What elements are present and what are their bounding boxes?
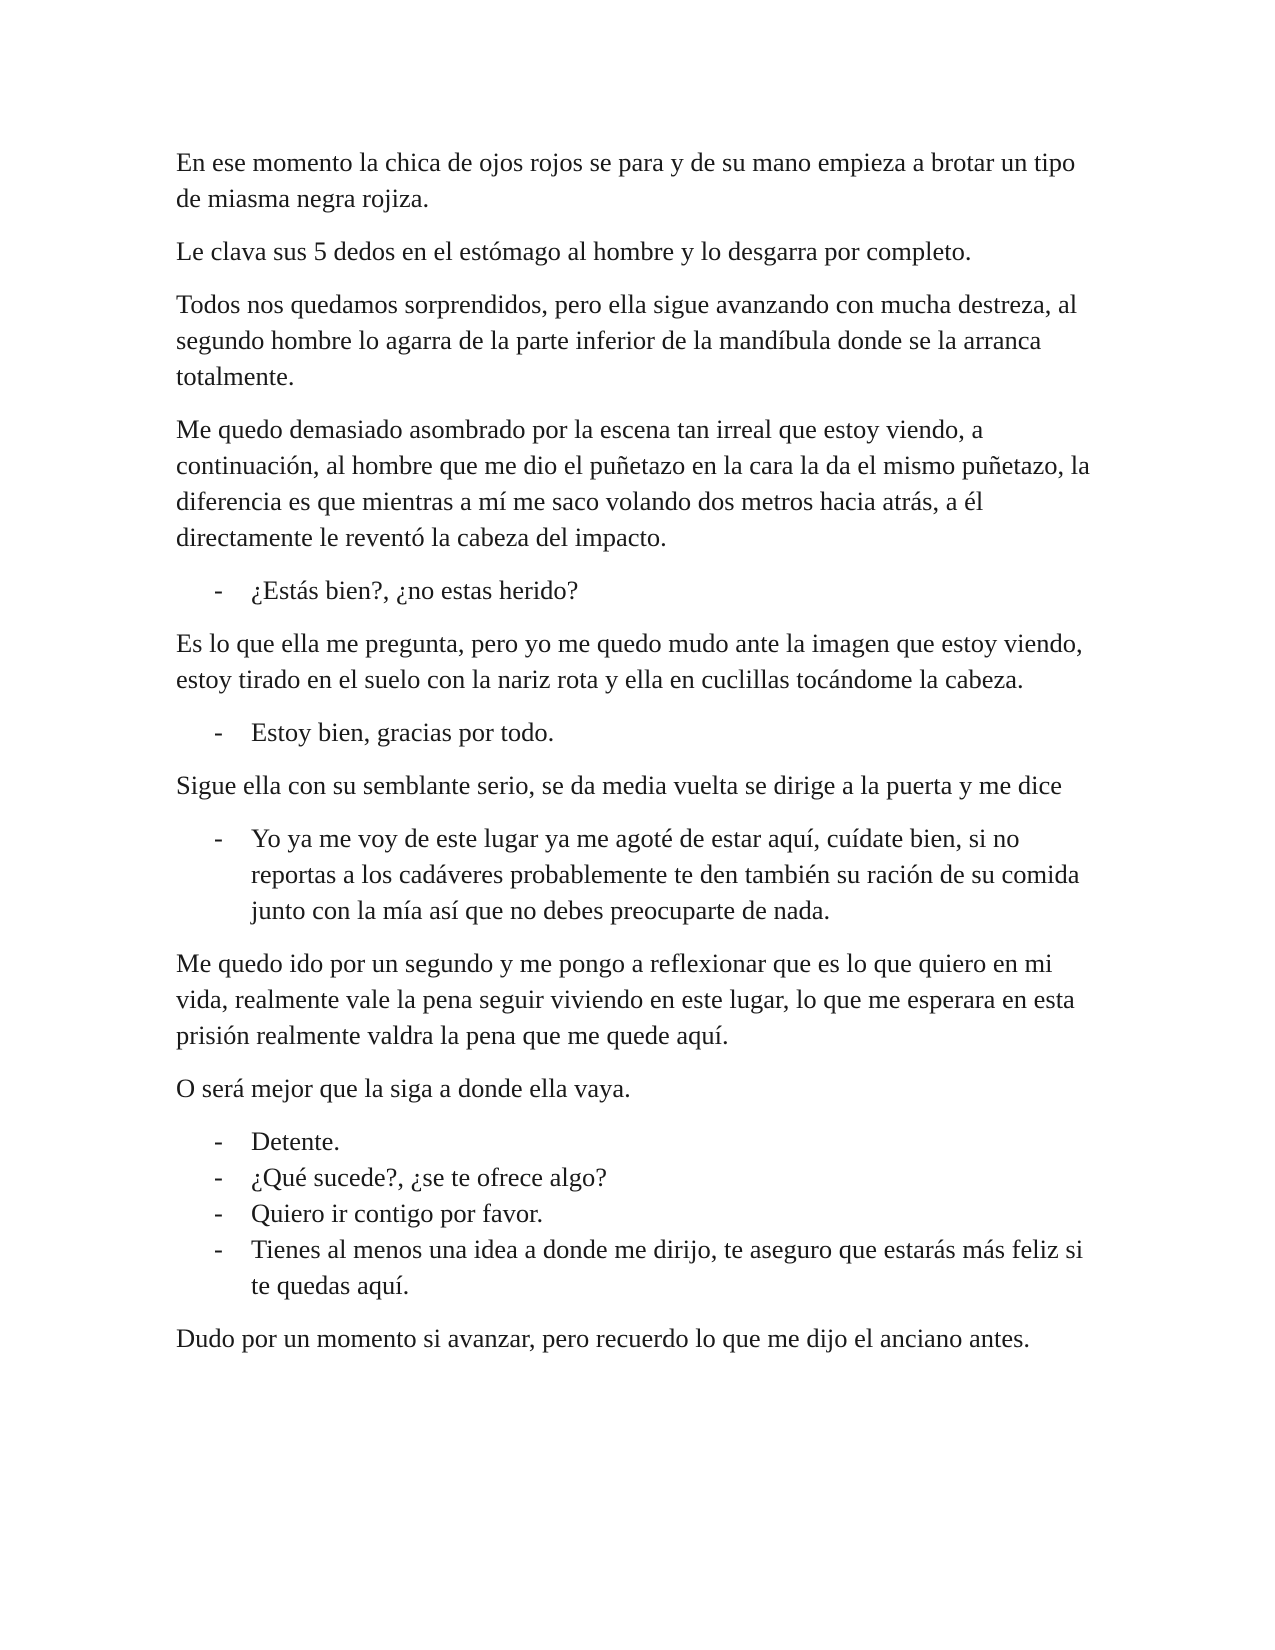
dialogue-list	[176, 572, 1096, 608]
paragraph: Le clava sus 5 dedos en el estómago al hombre y lo desgarra por completo.	[176, 236, 972, 266]
dialogue-line	[176, 714, 1096, 750]
dialogue-list	[176, 1123, 1096, 1303]
paragraph: Sigue ella con su semblante serio, se da media vuelta se dirige a la puerta y me dice	[176, 770, 1062, 800]
dialogue-text: Detente.	[251, 1126, 341, 1156]
dash-marker: -	[214, 575, 223, 605]
dialogue-text: ¿Qué sucede?, ¿se te ofrece algo?	[251, 1162, 608, 1192]
dash-marker: -	[214, 717, 223, 747]
paragraph: Todos nos quedamos sorprendidos, pero ella sigue avanzando con mucha destreza, al segundo hombre lo agarra de la parte inferior de la mandíbula donde se la arranca totalmente.	[176, 289, 1078, 391]
dialogue-line	[176, 572, 1096, 608]
paragraph: Dudo por un momento si avanzar, pero recuerdo lo que me dijo el anciano antes.	[176, 1323, 1031, 1353]
document-body	[176, 144, 1096, 1373]
dialogue-line	[176, 1159, 1096, 1195]
dialogue-list	[176, 820, 1096, 928]
paragraph: Me quedo ido por un segundo y me pongo a reflexionar que es lo que quiero en mi vida, realmente vale la pena seguir viviendo en este lugar, lo que me esperara en esta prisión realmente valdra la pena que me quede aquí.	[176, 948, 1075, 1050]
dash-marker: -	[214, 1198, 223, 1228]
dialogue-text: Estoy bien, gracias por todo.	[251, 717, 555, 747]
dialogue-text: Yo ya me voy de este lugar ya me agoté de estar aquí, cuídate bien, si no reportas a los cadáveres probablemente te den también su ración de su comida junto con la mía así que no debes preocuparte de nada.	[251, 823, 1080, 925]
dash-marker: -	[214, 1126, 223, 1156]
dialogue-line	[176, 1123, 1096, 1159]
dash-marker: -	[214, 823, 223, 853]
dialogue-text: ¿Estás bien?, ¿no estas herido?	[251, 575, 579, 605]
dash-marker: -	[214, 1162, 223, 1192]
dialogue-line	[176, 1195, 1096, 1231]
paragraph: Es lo que ella me pregunta, pero yo me quedo mudo ante la imagen que estoy viendo, estoy tirado en el suelo con la nariz rota y ella en cuclillas tocándome la cabeza.	[176, 628, 1083, 694]
paragraph: En ese momento la chica de ojos rojos se para y de su mano empieza a brotar un tipo de miasma negra rojiza.	[176, 147, 1076, 213]
dialogue-line	[176, 820, 1096, 928]
paragraph: O será mejor que la siga a donde ella vaya.	[176, 1073, 631, 1103]
dash-marker: -	[214, 1234, 223, 1264]
dialogue-text: Quiero ir contigo por favor.	[251, 1198, 544, 1228]
paragraph: Me quedo demasiado asombrado por la escena tan irreal que estoy viendo, a continuación, al hombre que me dio el puñetazo en la cara la da el mismo puñetazo, la diferencia es que mientras a mí me saco volando dos metros hacia atrás, a él directamente le reventó la cabeza del impacto.	[176, 414, 1090, 552]
dialogue-line	[176, 1231, 1096, 1303]
dialogue-text: Tienes al menos una idea a donde me dirijo, te aseguro que estarás más feliz si te quedas aquí.	[251, 1234, 1084, 1300]
dialogue-list	[176, 714, 1096, 750]
